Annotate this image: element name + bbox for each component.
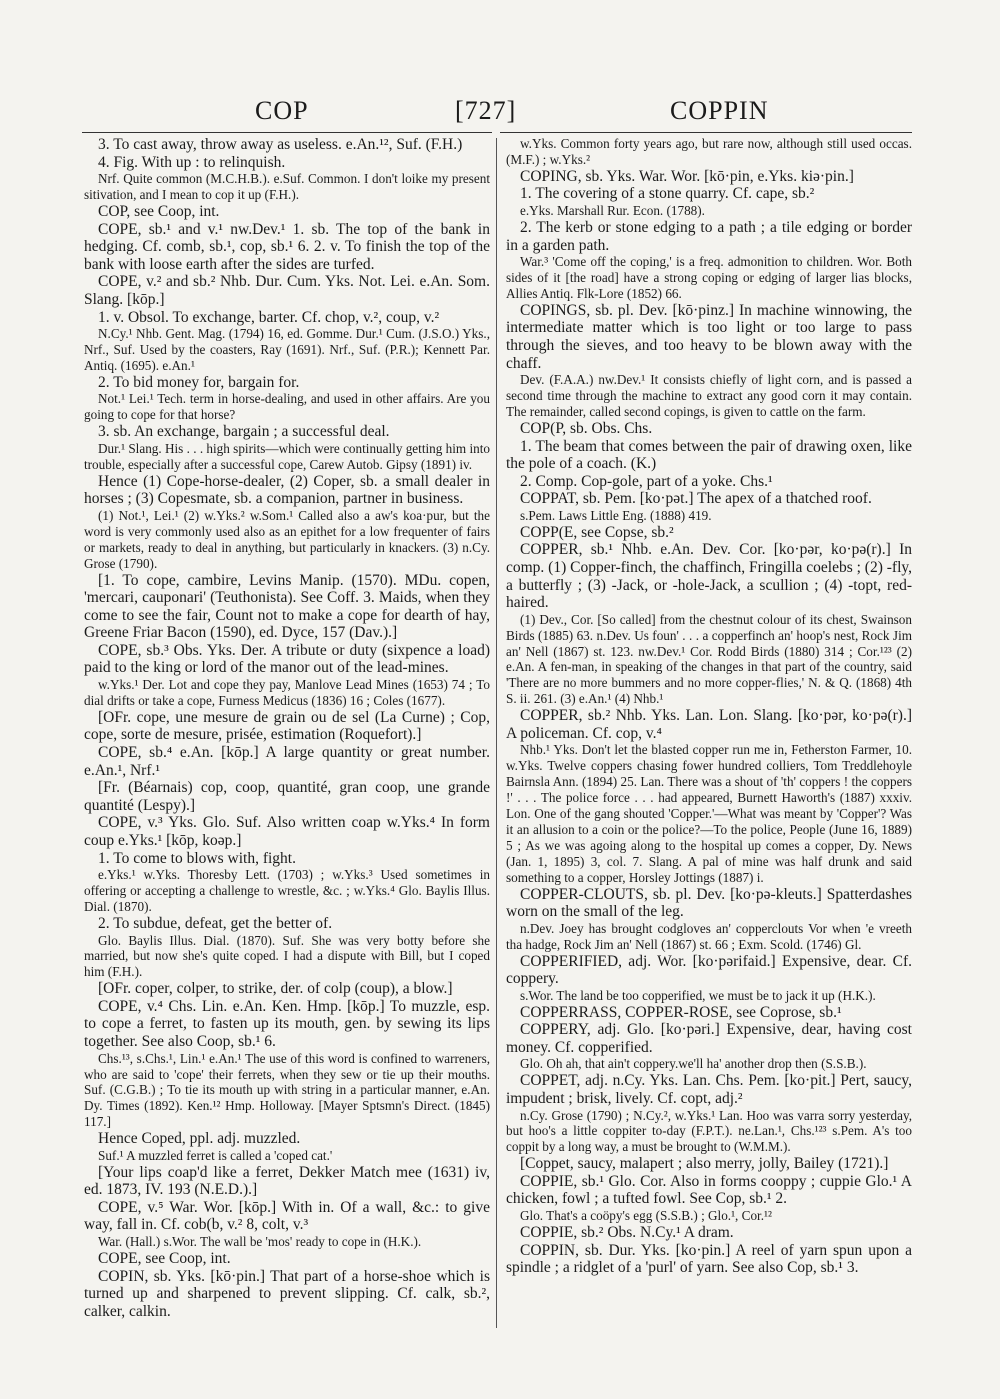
dictionary-entry: COPE, v.⁴ Chs. Lin. e.An. Ken. Hmp. [kōp.] To muzzle, esp. to cope a ferret, to fasten up its mouth, gen. by sewing its lips together. See also Coop, sb.¹ 6. [84, 997, 490, 1051]
dictionary-entry: 1. The beam that comes between the pair of drawing oxen, like the pole of a coach. (K.) [506, 437, 912, 473]
dictionary-entry: COPPER-CLOUTS, sb. pl. Dev. [ko·pə-kleuts.] Spatterdashes worn on the small of the leg. [506, 885, 912, 921]
dictionary-entry: COPPIN, sb. Dur. Yks. [ko·pin.] A reel of yarn spun upon a spindle ; a ridglet of a 'purl' of yarn. See also Cop, sb.¹ 3. [506, 1241, 912, 1277]
dictionary-entry: (1) Dev., Cor. [So called] from the chestnut colour of its chest, Swainson Birds (1885) 63. n.Dev. Us foun' . . . a copperfinch an' hoop's nest, Rock Jim an' Nell (1867) st. 123. nw.Dev.¹ Cor. Rodd Birds (1880) 314 ; Cor.¹²³ (2) e.An. A fen-man, in speaking of the changes in that part of the country, said 'There are no more bummers and no more copper-flies,' N. & Q. (1868) 4th S. ii. 261. (3) e.An.¹ (4) Nhb.¹ [506, 611, 912, 707]
dictionary-entry: 1. v. Obsol. To exchange, barter. Cf. chop, v.², coup, v.² [98, 308, 440, 326]
dictionary-entry: COPPET, adj. n.Cy. Yks. Lan. Chs. Pem. [ko·pit.] Pert, saucy, impudent ; brisk, lively. Cf. copt, adj.² [506, 1072, 912, 1107]
dictionary-entry: COPE, v.² and sb.² Nhb. Dur. Cum. Yks. Not. Lei. e.An. Som. Slang. [kōp.] [84, 273, 490, 308]
dictionary-entry: [OFr. cope, une mesure de grain ou de sel (La Curne) ; Cop, cope, sorte de mesure, prisée, estimation (Roquefort).] [84, 708, 490, 744]
dictionary-entry: War.³ 'Come off the coping,' is a freq. admonition to children. Wor. Both sides of it [the road] have a strong coping or edging of larger lias blocks, Allies Antiq. Flk-Lore (1852) 66. [506, 254, 912, 301]
dictionary-entry: 3. To cast away, throw away as useless. e.An.¹², Suf. (F.H.) [98, 136, 463, 153]
dictionary-entry: Chs.¹³, s.Chs.¹, Lin.¹ e.An.¹ The use of this word is confined to warreners, who are said to 'cope' their ferrets, when they sew or tie up their mouths. Suf. (C.G.B.) ; To tie its mouth up with string in a particular manner, e.An. Dy. Times (1892). Ken.¹² Hmp. Holloway. [Mayer Sptsmn's Direct. (1845) 117.] [84, 1050, 490, 1130]
dictionary-entry: COPPERY, adj. Glo. [ko·pəri.] Expensive, dear, having cost money. Cf. copperified. [506, 1021, 912, 1056]
dictionary-entry: [Coppet, saucy, malapert ; also merry, jolly, Bailey (1721).] [520, 1155, 889, 1173]
dictionary-entry: Suf.¹ A muzzled ferret is called a 'coped cat.' [98, 1147, 333, 1163]
dictionary-entry: Nhb.¹ Yks. Don't let the blasted copper run me in, Fetherston Farmer, 10. w.Yks. Twelve coppers chasing fower hundred colliers, Tom Treddlehoyle Bairnsla Ann. (1894) 25. Lan. There was a shout of 'th' coppers ! the coppers !' . . . The police force . . . had appeared, Burnett Haworth's (1887) xxxiv. Lon. One of the gang shouted 'Copper.'—What was meant by 'Copper'? Was it an allusion to a coin or the police?—To the police, People (June 16, 1889) 5 ; As we was agoing along to the hospital up comes a copper, Dy. News (Jan. 1, 1895) 3, col. 7. Slang. A pal of mine was half drunk and said something to a copper, Horsley Jottings (1887) i. [506, 742, 912, 885]
dictionary-entry: COPPERRASS, COPPER-ROSE, see Coprose, sb.¹ [520, 1003, 842, 1021]
dictionary-entry: Nrf. Quite common (M.C.H.B.). e.Suf. Common. I don't loike my present sitivation, and I mean to cop it up (F.H.). [84, 171, 490, 203]
dictionary-entry: Glo. Baylis Illus. Dial. (1870). Suf. She was very botty before she married, but now she's quite coped. I had a dispute with Bill, but I coped him (F.H.). [84, 932, 490, 980]
dictionary-entry: N.Cy.¹ Nhb. Gent. Mag. (1794) 16, ed. Gomme. Dur.¹ Cum. (J.S.O.) Yks., Nrf., Suf. Used by the coasters, Ray (1691). Nrf., Suf. (P.R.); Kennett Par. Antiq. (1695). e.An.¹ [84, 326, 490, 373]
dictionary-entry: Dev. (F.A.A.) nw.Dev.¹ It consists chiefly of light corn, and is passed a second time through the machine to extract any good corn it may contain. The remainder, called second copings, is given to cattle on the farm. [506, 372, 912, 419]
dictionary-entry: s.Pem. Laws Little Eng. (1888) 419. [520, 507, 712, 523]
dictionary-entry: COPE, sb.¹ and v.¹ nw.Dev.¹ 1. sb. The top of the bank in hedging. Cf. comb, sb.¹, cop, sb.¹ 6. 2. v. To finish the top of the bank with loose earth after the sides are turfed. [84, 220, 490, 273]
header-rule-left [82, 132, 492, 133]
dictionary-entry: 3. sb. An exchange, bargain ; a successful deal. [98, 423, 390, 441]
dictionary-entry: s.Wor. The land be too copperified, we must be to jack it up (H.K.). [520, 987, 876, 1003]
dictionary-entry: [OFr. coper, colper, to strike, der. of colp (coup), a blow.] [98, 980, 453, 998]
dictionary-entry: [Your lips coap'd like a ferret, Dekker Match mee (1631) iv, ed. 1873, IV. 193 (N.E.D.).] [84, 1163, 490, 1199]
dictionary-entry: n.Dev. Joey has brought codgloves an' copperclouts Vor when 'e vreeth tha hadge, Rock Jim an' Nell (1867) st. 66 ; Exm. Scold. (1746) Gl. [506, 920, 912, 952]
dictionary-entry: 2. To bid money for, bargain for. [98, 373, 300, 391]
dictionary-entry: COPPERIFIED, adj. Wor. [ko·pərifaid.] Expensive, dear. Cf. coppery. [506, 952, 912, 988]
header-rule-right [500, 132, 912, 133]
dictionary-entry: w.Yks.¹ Der. Lot and cope they pay, Manlove Lead Mines (1653) 74 ; To dial drifts or take a cope, Furness Medicus (1836) 16 ; Coles (1677). [84, 677, 490, 708]
dictionary-entry: e.Yks. Marshall Rur. Econ. (1788). [520, 203, 705, 218]
dictionary-entry: COPE, sb.³ Obs. Yks. Der. A tribute or duty (sixpence a load) paid to the king or lord of the manor out of the lead-mines. [84, 641, 490, 677]
dictionary-entry: 2. Comp. Cop-gole, part of a yoke. Chs.¹ [520, 472, 773, 490]
dictionary-entry: COPPIE, sb.² Obs. N.Cy.¹ A dram. [520, 1223, 734, 1241]
dictionary-entry: COPE, v.³ Yks. Glo. Suf. Also written coap w.Yks.⁴ In form coup e.Yks.¹ [kōp, koəp.] [84, 814, 490, 850]
dictionary-entry: Hence (1) Cope-horse-dealer, (2) Coper, sb. a small dealer in horses ; (3) Copesmate, sb. a companion, partner in business. [84, 472, 490, 508]
dictionary-entry: w.Yks. Common forty years ago, but rare now, although still used occas. (M.F.) ; w.Yks.² [506, 136, 912, 167]
dictionary-entry: e.Yks.¹ w.Yks. Thoresby Lett. (1703) ; w.Yks.³ Used sometimes in offering or accepting a challenge to wrestle, &c. ; w.Yks.⁴ Glo. Baylis Illus. Dial. (1870). [84, 867, 490, 915]
dictionary-entry: Hence Coped, ppl. adj. muzzled. [98, 1130, 301, 1148]
dictionary-entry: COPINGS, sb. pl. Dev. [kō·pinz.] In machine winnowing, the intermediate matter which is too light or too large to pass through the sieves, and too heavy to be blown away with the chaff. [506, 301, 912, 372]
dictionary-entry: COPPIE, sb.¹ Glo. Cor. Also in forms cooppy ; cuppie Glo.¹ A chicken, fowl ; a tufted fowl. See Cop, sb.¹ 2. [506, 1172, 912, 1208]
running-head-left: COP [255, 96, 309, 125]
dictionary-entry: 2. The kerb or stone edging to a path ; a tile edging or border in a garden path. [506, 218, 912, 254]
dictionary-entry: 4. Fig. With up : to relinquish. [98, 153, 286, 171]
dictionary-entry: (1) Not.¹, Lei.¹ (2) w.Yks.² w.Som.¹ Called also a aw's koa·pur, but the word is very commonly used also as an epithet for a low frequenter of fairs or markets, ready to deal in anything, but particularly in knackers. (3) n.Cy. Grose (1790). [84, 507, 490, 571]
page-number: [727] [455, 96, 517, 125]
dictionary-entry: COP, see Coop, int. [98, 203, 220, 220]
left-column [84, 136, 490, 1320]
column-divider [496, 138, 497, 1328]
dictionary-entry: War. (Hall.) s.Wor. The wall be 'mos' ready to cope in (H.K.). [98, 1234, 422, 1250]
dictionary-entry: COPPAT, sb. Pem. [ko·pət.] The apex of a thatched roof. [520, 490, 872, 508]
dictionary-entry: 2. To subdue, defeat, get the better of. [98, 914, 333, 932]
dictionary-entry: COPING, sb. Yks. War. Wor. [kō·pin, e.Yks. kiə·pin.] [520, 167, 854, 185]
dictionary-entry: COPPER, sb.¹ Nhb. e.An. Dev. Cor. [ko·pər, ko·pə(r).] In comp. (1) Copper-finch, the chaffinch, Fringilla coelebs ; (2) -fly, a butterfly ; (3) -Jack, or -hole-Jack, a scullion ; (4) -topt, red-haired. [506, 541, 913, 612]
dictionary-entry: 1. The covering of a stone quarry. Cf. cape, sb.² [520, 185, 815, 203]
dictionary-entry: Dur.¹ Slang. His . . . high spirits—which were continually getting him into trouble, especially after a successful cope, Carew Autob. Gipsy (1891) iv. [84, 440, 490, 472]
dictionary-entry: COPPER, sb.² Nhb. Yks. Lan. Lon. Slang. [ko·pər, ko·pə(r).] A policeman. Cf. cop, v.⁴ [506, 707, 912, 742]
dictionary-entry: 1. To come to blows with, fight. [98, 849, 296, 867]
dictionary-entry: [Fr. (Béarnais) cop, coop, quantité, gran coop, une grande quantité (Lespy).] [84, 779, 490, 814]
running-head-right: COPPIN [670, 96, 769, 125]
right-column [506, 136, 912, 1277]
dictionary-entry: COPE, sb.⁴ e.An. [kōp.] A large quantity or great number. e.An.¹, Nrf.¹ [84, 744, 490, 779]
dictionary-entry: COPE, v.⁵ War. Wor. [kōp.] With in. Of a wall, &c.: to give way, fall in. Cf. cob(b, v.² 8, colt, v.³ [84, 1198, 490, 1234]
dictionary-entry: Not.¹ Lei.¹ Tech. term in horse-dealing, and used in other affairs. Are you going to cope for that horse? [84, 391, 490, 423]
dictionary-entry: COPE, see Coop, int. [98, 1249, 231, 1267]
dictionary-entry: Glo. Oh ah, that ain't coppery.we'll ha' another drop then (S.S.B.). [520, 1056, 867, 1072]
dictionary-entry: COPP(E, see Copse, sb.² [520, 523, 674, 541]
dictionary-entry: Glo. That's a coöpy's egg (S.S.B.) ; Glo.¹, Cor.¹² [520, 1208, 772, 1223]
dictionary-entry: n.Cy. Grose (1790) ; N.Cy.², w.Yks.¹ Lan. Hoo was varra sorry yesterday, but hoo's a little coppiter to-day (F.P.T.). ne.Lan.¹, Chs.¹²³ s.Pem. A's too coppit by a long way, a must be brought to (W.M.M.). [506, 1107, 912, 1155]
dictionary-entry: COPIN, sb. Yks. [kō·pin.] That part of a horse-shoe which is turned up and sharpened to prevent slipping. Cf. calk, sb.², calker, calkin. [84, 1267, 490, 1320]
dictionary-entry: COP(P, sb. Obs. Chs. [520, 419, 653, 437]
dictionary-entry: [1. To cope, cambire, Levins Manip. (1570). MDu. copen, 'mercari, cauponari' (Teuthonista). See Coff. 3. Maids, when they come to see the fair, Count not to make a cope for dearth of hay, Greene Friar Bacon (1590), ed. Dyce, 157 (Dav.).] [84, 571, 490, 642]
